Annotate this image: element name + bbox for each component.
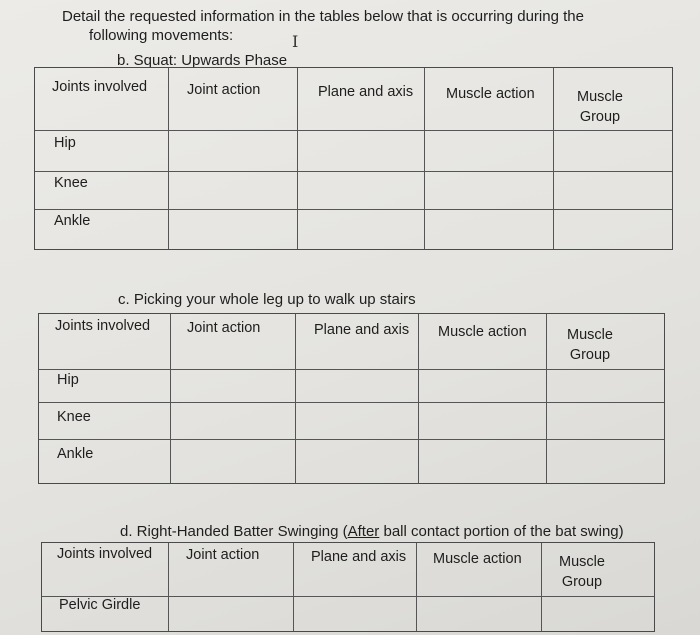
header-joints-involved: Joints involved <box>55 318 151 334</box>
section-d-title: d. Right-Handed Batter Swinging (After ball contact portion of the bat swing) <box>120 523 624 540</box>
text-cursor-icon: I <box>292 32 299 51</box>
header-plane-axis: Plane and axis <box>311 549 407 565</box>
instructions-line-1: Detail the requested information in the tables below that is occurring during the <box>62 8 584 25</box>
row-label-knee: Knee <box>54 175 88 191</box>
row-label-ankle: Ankle <box>57 446 94 462</box>
header-joint-action: Joint action <box>186 547 260 563</box>
header-joint-action: Joint action <box>187 82 261 98</box>
header-joint-action: Joint action <box>187 320 261 336</box>
row-label-pelvic-girdle: Pelvic Girdle <box>59 597 141 613</box>
header-joints-involved: Joints involved <box>57 546 153 562</box>
header-muscle-group: Muscle Group <box>577 89 623 125</box>
row-label-hip: Hip <box>54 135 76 151</box>
row-label-ankle: Ankle <box>54 213 91 229</box>
row-label-knee: Knee <box>57 409 91 425</box>
instructions-line-2: following movements: <box>89 27 234 44</box>
section-c-title: c. Picking your whole leg up to walk up stairs <box>118 291 416 308</box>
header-plane-axis: Plane and axis <box>314 322 410 338</box>
header-muscle-action: Muscle action <box>433 551 522 567</box>
header-muscle-group: Muscle Group <box>559 554 605 590</box>
header-plane-axis: Plane and axis <box>318 84 414 100</box>
row-label-hip: Hip <box>57 372 79 388</box>
section-b-title: b. Squat: Upwards Phase <box>117 52 288 69</box>
table-batter-swing <box>41 542 655 632</box>
header-joints-involved: Joints involved <box>52 79 148 95</box>
table-stairs <box>38 313 665 484</box>
header-muscle-group: Muscle Group <box>567 327 613 363</box>
table-squat <box>34 67 673 250</box>
header-muscle-action: Muscle action <box>446 86 535 102</box>
header-muscle-action: Muscle action <box>438 324 527 340</box>
